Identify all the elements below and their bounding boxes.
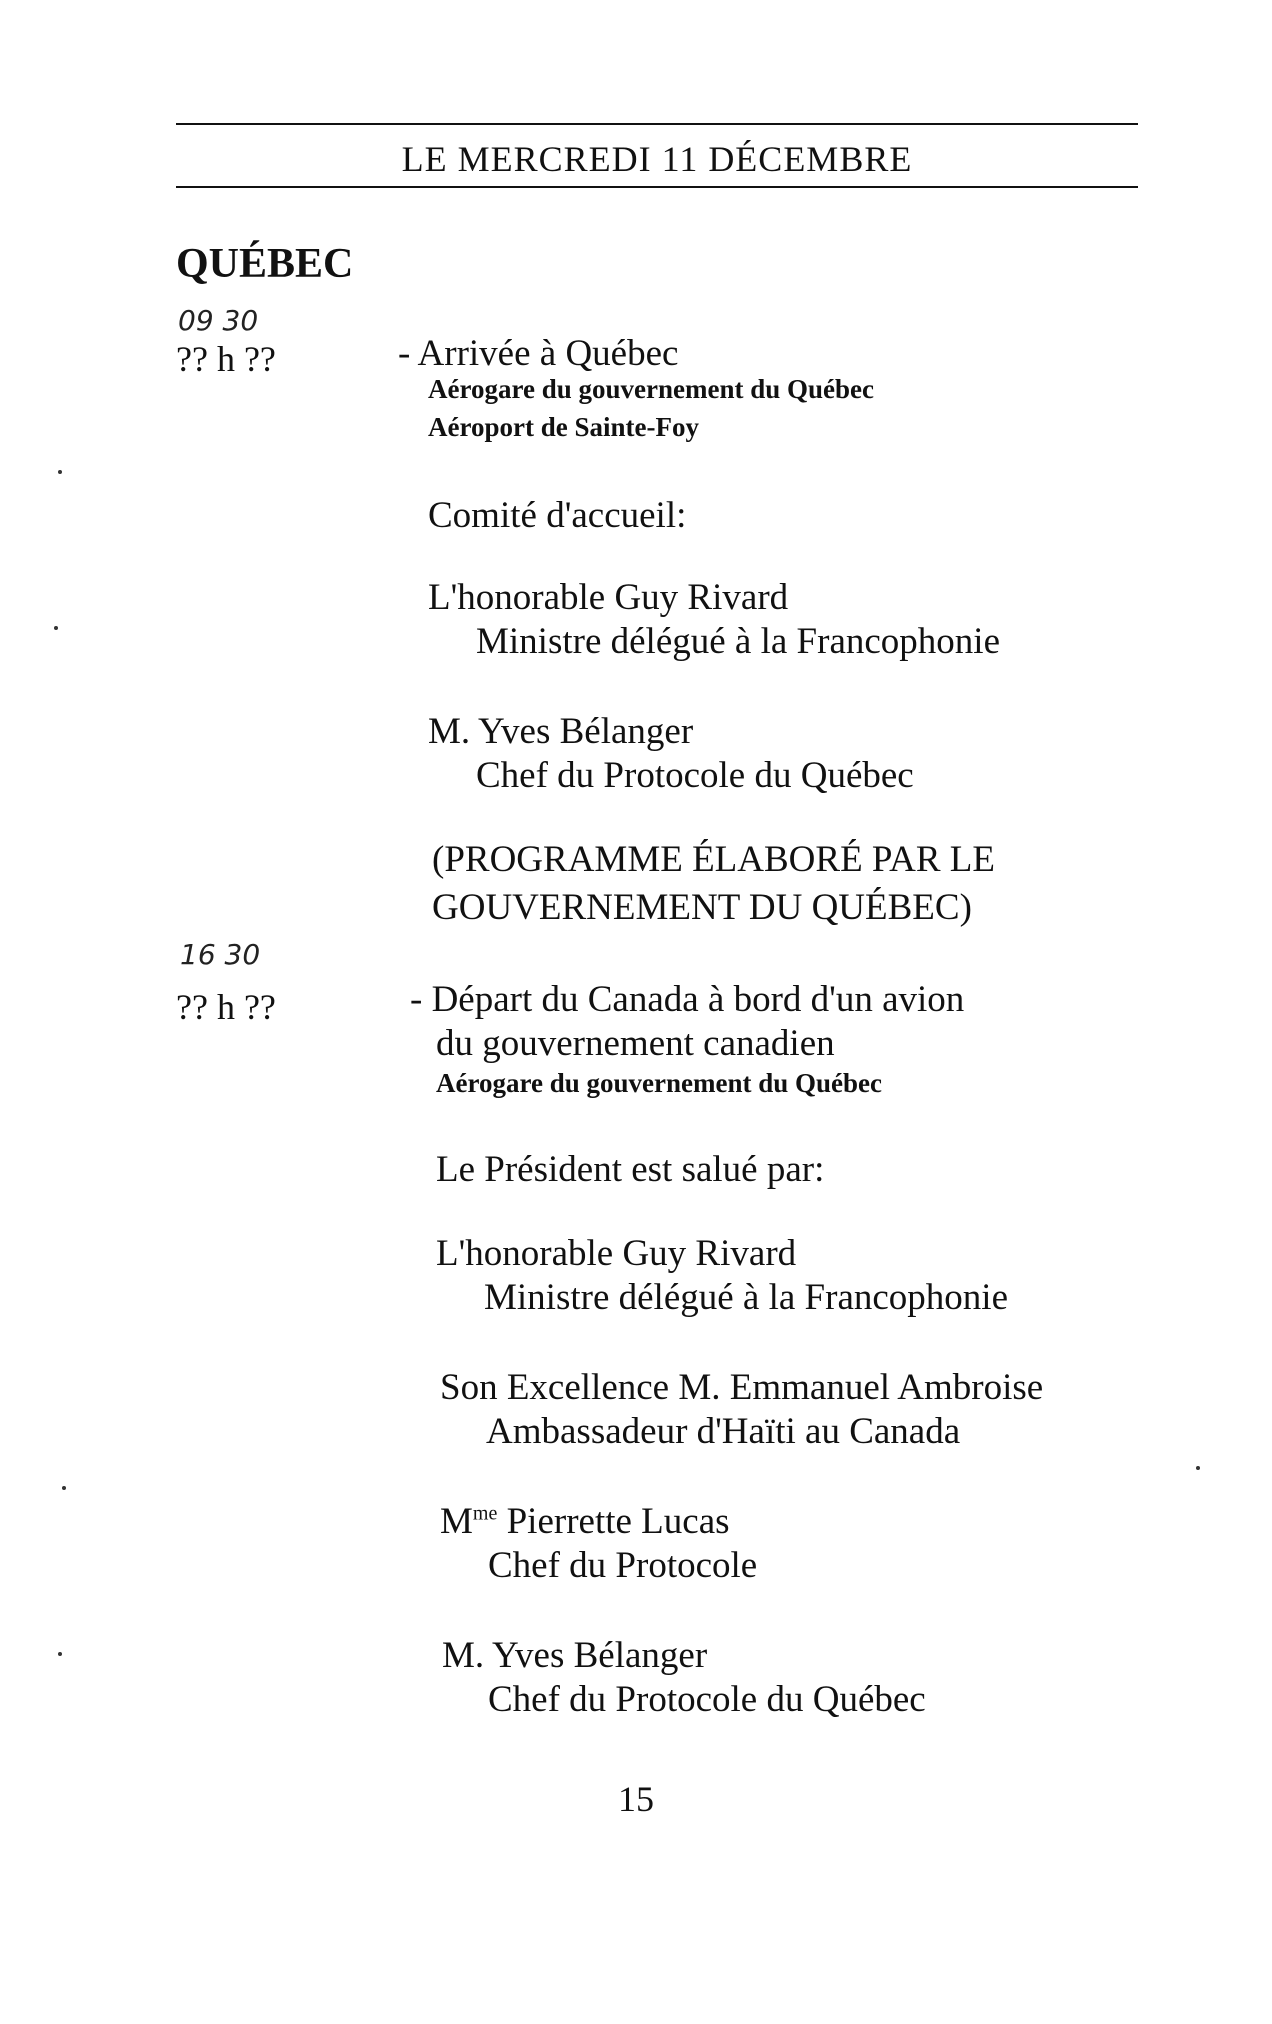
person-role: Ministre délégué à la Francophonie (484, 1277, 1008, 1318)
scan-speck (1196, 1466, 1200, 1470)
scan-speck (62, 1486, 66, 1490)
person-role: Chef du Protocole du Québec (488, 1679, 926, 1720)
committee-label: Comité d'accueil: (428, 495, 687, 536)
scan-speck (54, 626, 58, 630)
time-2: ?? h ?? (176, 987, 276, 1027)
scan-speck (58, 470, 62, 474)
entry1-title: - Arrivée à Québec (398, 333, 679, 374)
person-name: L'honorable Guy Rivard (436, 1233, 797, 1274)
person-role: Ambassadeur d'Haïti au Canada (486, 1411, 961, 1452)
page-number: 15 (618, 1779, 654, 1819)
entry1-location-1: Aérogare du gouvernement du Québec (428, 374, 874, 404)
entry2-title-line-1: - Départ du Canada à bord d'un avion (410, 979, 965, 1020)
page-heading: LE MERCREDI 11 DÉCEMBRE (401, 139, 913, 179)
program-note-line-2: GOUVERNEMENT DU QUÉBEC) (432, 887, 972, 928)
entry2-title-line-2: du gouvernement canadien (436, 1023, 835, 1064)
person-name: M. Yves Bélanger (442, 1635, 708, 1676)
person-role: Ministre délégué à la Francophonie (476, 621, 1000, 662)
greeted-label: Le Président est salué par: (436, 1149, 825, 1190)
entry1-location-2: Aéroport de Sainte-Foy (428, 412, 699, 442)
header-rule-top (176, 123, 1138, 125)
person-name: M. Yves Bélanger (428, 711, 694, 752)
city-heading: QUÉBEC (176, 241, 354, 287)
scan-speck (58, 1652, 62, 1656)
person-name: L'honorable Guy Rivard (428, 577, 789, 618)
handwritten-time-1: 09 30 (178, 304, 259, 337)
header-rule-bottom (176, 186, 1138, 188)
program-note-line-1: (PROGRAMME ÉLABORÉ PAR LE (432, 839, 995, 880)
person-role: Chef du Protocole du Québec (476, 755, 914, 796)
person-name: Son Excellence M. Emmanuel Ambroise (440, 1367, 1044, 1408)
entry2-location: Aérogare du gouvernement du Québec (436, 1068, 882, 1098)
handwritten-time-2: 16 30 (180, 938, 261, 971)
time-1: ?? h ?? (176, 339, 276, 379)
person-role: Chef du Protocole (488, 1545, 758, 1586)
person-name: $M^{me}$ Pierrette Lucas (440, 1501, 730, 1542)
